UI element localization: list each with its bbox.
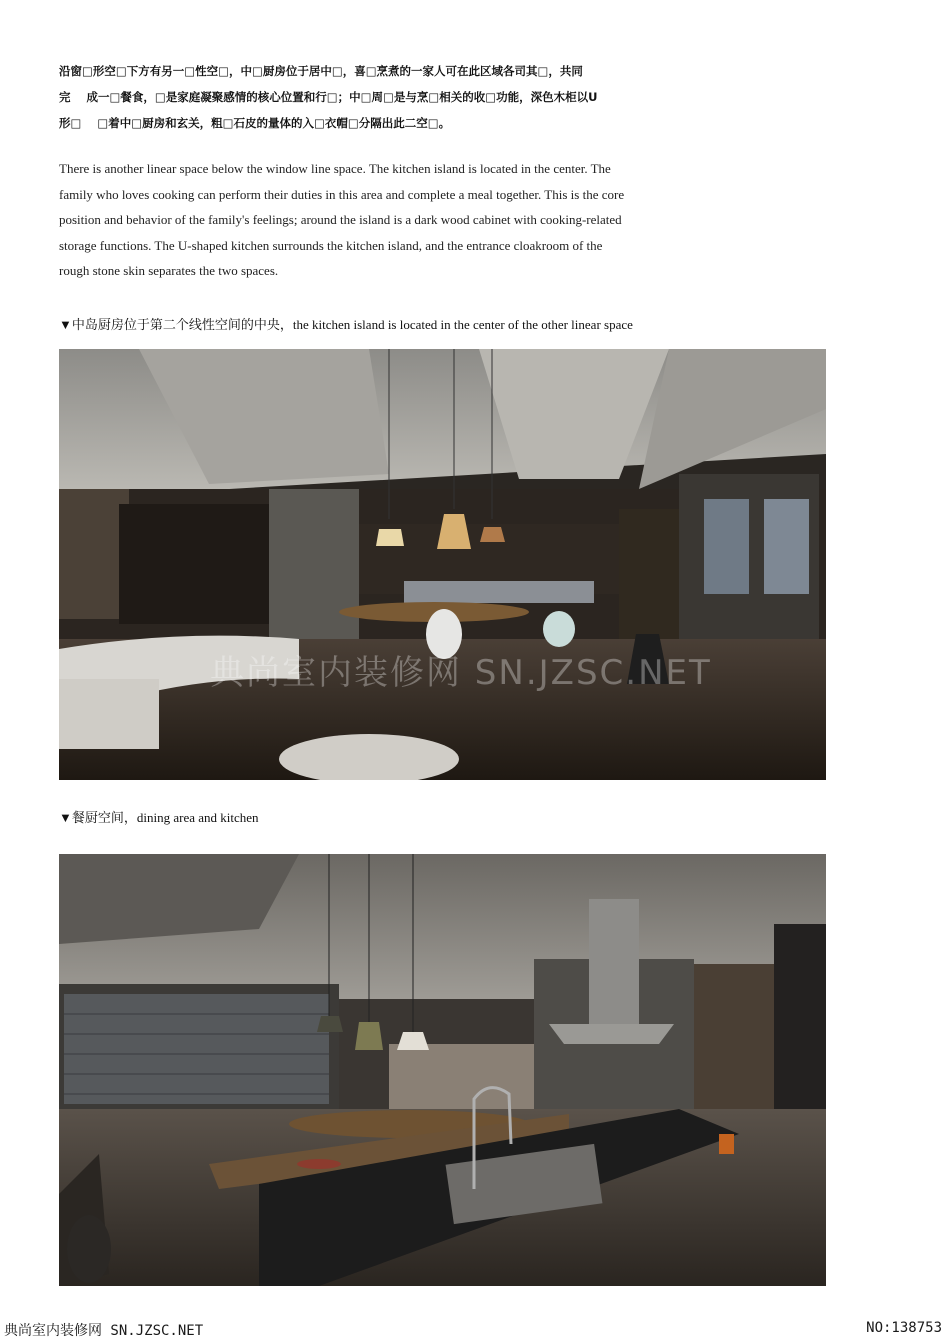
footer-document-number: NO:138753 <box>866 1320 942 1336</box>
chinese-line: 完 成一□餐食，□是家庭凝聚感情的核心位置和行□；中□周□是与烹□相关的收□功能，深色木柜以U <box>59 90 598 104</box>
english-paragraph <box>59 156 699 284</box>
english-line: There is another linear space below the window line space. The kitchen island is located in the center. The <box>59 161 611 176</box>
photo-caption-dining-kitchen: ▼餐厨空间，dining area and kitchen <box>59 810 259 825</box>
chinese-line: 形□ □着中□厨房和玄关，粗□石皮的量体的入□衣帽□分隔出此二空□。 <box>59 116 451 130</box>
footer-site-watermark: 典尚室内装修网 SN.JZSC.NET <box>4 1323 204 1339</box>
chinese-line: 沿窗□形空□下方有另一□性空□，中□厨房位于居中□，喜□烹煮的一家人可在此区域各司其□，共同 <box>59 64 583 78</box>
english-line: position and behavior of the family's feelings; around the island is a dark wood cabinet with cooking-related <box>59 212 622 227</box>
interior-photo-1 <box>59 349 826 780</box>
interior-photo-2 <box>59 854 826 1286</box>
photo-caption-kitchen-island: ▼中岛厨房位于第二个线性空间的中央，the kitchen island is located in the center of the other linear space <box>59 317 633 332</box>
watermark-text: 典尚室内装修网 SN.JZSC.NET <box>210 653 712 693</box>
english-line: rough stone skin separates the two spaces. <box>59 263 279 278</box>
photo-dining-area-kitchen <box>59 854 826 1286</box>
english-line: family who loves cooking can perform their duties in this area and complete a meal together. This is the core <box>59 186 625 202</box>
chinese-paragraph <box>59 58 699 136</box>
photo-kitchen-island-living-area <box>59 349 826 780</box>
english-line: storage functions. The U-shaped kitchen surrounds the kitchen island, and the entrance cloakroom of the <box>59 237 603 253</box>
